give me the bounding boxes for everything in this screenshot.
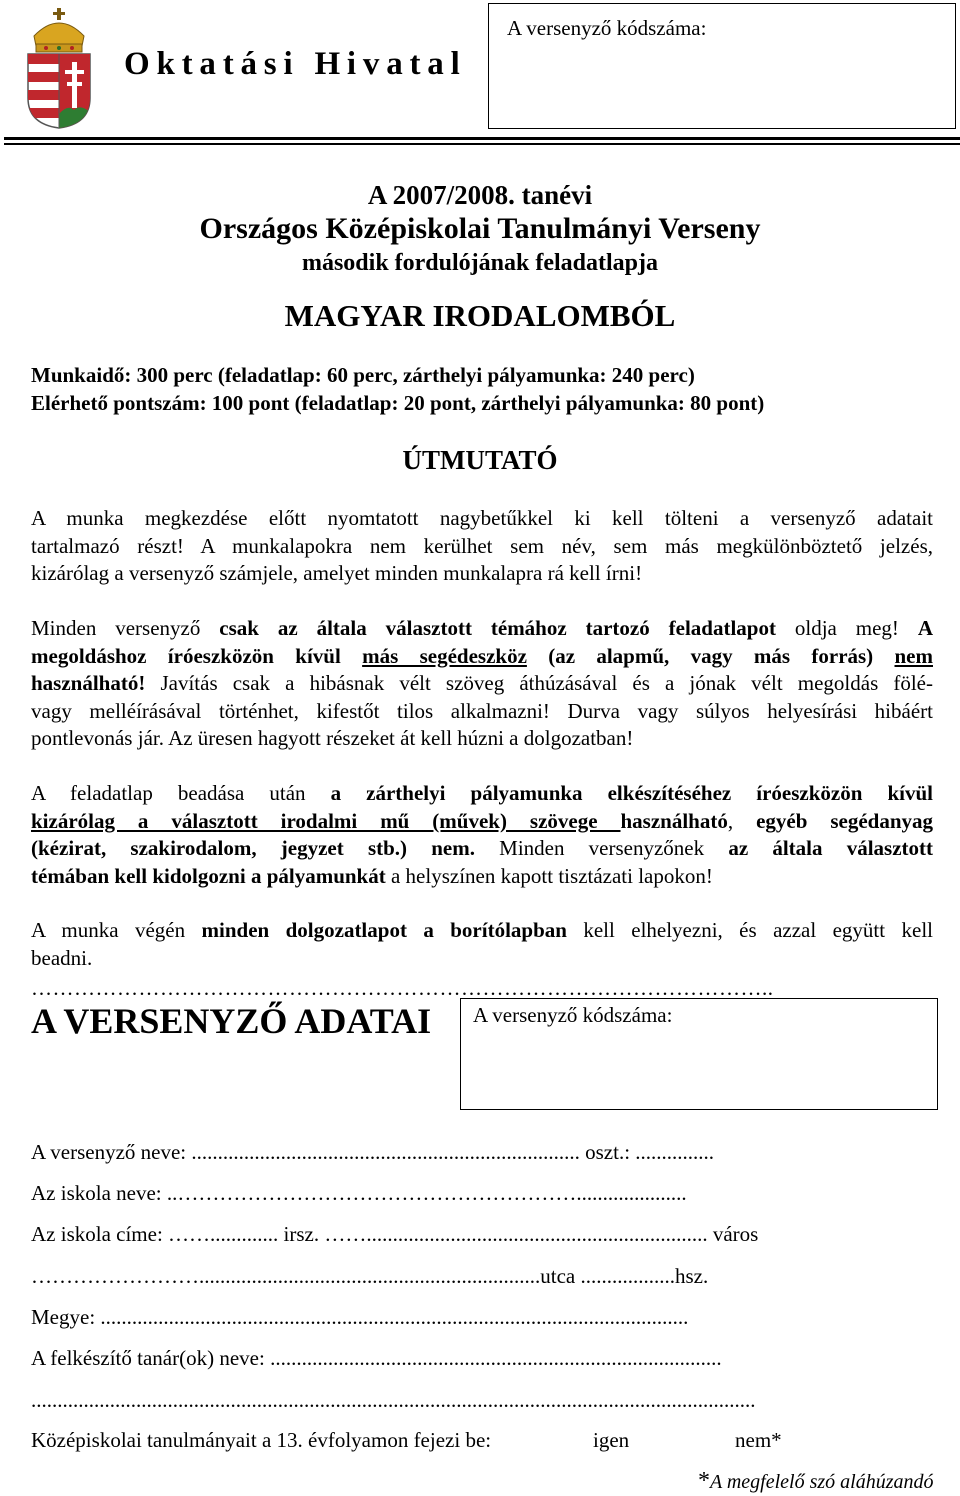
school-address-field[interactable]: Az iskola címe: ……............. irsz. ……................................................................. város <box>31 1222 759 1246</box>
text-line: megoldáshoz íróeszközön kívül más segédeszköz (az alapmű, vagy más forrás) nem <box>31 643 933 668</box>
points-info: Elérhető pontszám: 100 pont (feladatlap: 20 pont, zárthelyi pályamunka: 80 pont) <box>31 391 765 415</box>
cut-line: ………………………………………………………………………………………….. <box>31 976 774 1000</box>
text-line: Minden versenyző csak az általa választott témához tartozó feladatlapot oldja meg! A <box>31 616 933 640</box>
contestant-code-label: A versenyző kódszáma: <box>507 16 707 40</box>
text-line: használható! Javítás csak a hibásnak vélt szöveg áthúzásával és a jónak vélt megoldás fölé- <box>31 671 933 696</box>
contestant-code-box[interactable] <box>488 3 956 129</box>
finish-year-question <box>31 1428 931 1453</box>
finish-year-label: Középiskolai tanulmányait a 13. évfolyamon fejezi be: <box>31 1428 492 1452</box>
contestant-code-label: A versenyző kódszáma: <box>473 1003 673 1027</box>
text-line: pontlevonás jár. Az üresen hagyott részeket át kell húzni a dolgozatban! <box>31 726 634 751</box>
contestant-section-title: A VERSENYZŐ ADATAI <box>31 1001 432 1041</box>
competition-title: Országos Középiskolai Tanulmányi Verseny <box>199 212 761 245</box>
text-line: A munka végén minden dolgozatlapot a borítólapban kell elhelyezni, és azzal együtt kell <box>31 918 933 942</box>
text-line: (kézirat, szakirodalom, jegyzet stb.) nem. Minden versenyzőnek az általa választott <box>31 836 934 861</box>
guide-paragraph-3 <box>31 780 933 890</box>
footnote <box>698 1468 934 1495</box>
header-rule-thin <box>4 143 960 145</box>
footnote-text: A megfelelő szó aláhúzandó <box>710 1471 934 1493</box>
text-line: témában kell kidolgozni a pályamunkát a helyszínen kapott tisztázati lapokon! <box>31 863 713 888</box>
contestant-name-field[interactable]: A versenyző neve: .......................................................................... oszt.: ............... <box>31 1140 715 1164</box>
option-yes[interactable]: igen <box>593 1428 630 1452</box>
agency-name: Oktatási Hivatal <box>124 46 467 82</box>
school-year: A 2007/2008. tanévi <box>367 180 593 210</box>
header-rule <box>4 137 960 140</box>
text-line: beadni. <box>31 945 93 970</box>
teacher-name-extra-field[interactable]: .......................................................................................................................................... <box>31 1388 756 1412</box>
guide-heading: ÚTMUTATÓ <box>402 445 558 475</box>
round-subtitle: második fordulójának feladatlapja <box>301 250 659 276</box>
contestant-code-box-lower[interactable] <box>460 998 938 1110</box>
street-field[interactable]: …………………….................................................................utca ..................hsz. <box>31 1264 709 1288</box>
guide-paragraph-1 <box>31 505 933 588</box>
hungarian-coat-of-arms-icon <box>24 6 94 130</box>
text-line: kizárólag a választott irodalmi mű (művek) szövege használható, egyéb segédanyag <box>31 808 934 833</box>
county-field[interactable]: Megye: ................................................................................................................ <box>31 1305 689 1329</box>
time-info: Munkaidő: 300 perc (feladatlap: 60 perc, zárthelyi pályamunka: 240 perc) <box>31 363 695 387</box>
text-line: A feladatlap beadása után a zárthelyi pályamunka elkészítéséhez íróeszközön kívül <box>31 781 933 805</box>
footnote-star: * <box>698 1468 710 1494</box>
text-line: tartalmazó részt! A munkalapokra nem kerülhet sem név, sem más megkülönböztető jelzés, <box>31 533 933 558</box>
text-line: kizárólag a versenyző számjele, amelyet minden munkalapra rá kell írni! <box>31 561 643 586</box>
text-line: vagy melléírásával történhet, kifestőt tilos alkalmazni! Durva vagy súlyos helyesírási hibáért <box>31 698 933 723</box>
guide-paragraph-4 <box>31 917 933 972</box>
guide-paragraph-2 <box>31 615 933 753</box>
text-line: A munka megkezdése előtt nyomtatott nagybetűkkel ki kell tölteni a versenyző adatait <box>31 506 933 530</box>
school-name-field[interactable]: Az iskola neve: ..…………………………………………………..................... <box>31 1181 687 1205</box>
subject-title: MAGYAR IRODALOMBÓL <box>284 298 676 333</box>
option-no[interactable]: nem* <box>735 1428 782 1452</box>
teacher-name-field[interactable]: A felkészítő tanár(ok) neve: ...................................................................................... <box>31 1346 722 1370</box>
